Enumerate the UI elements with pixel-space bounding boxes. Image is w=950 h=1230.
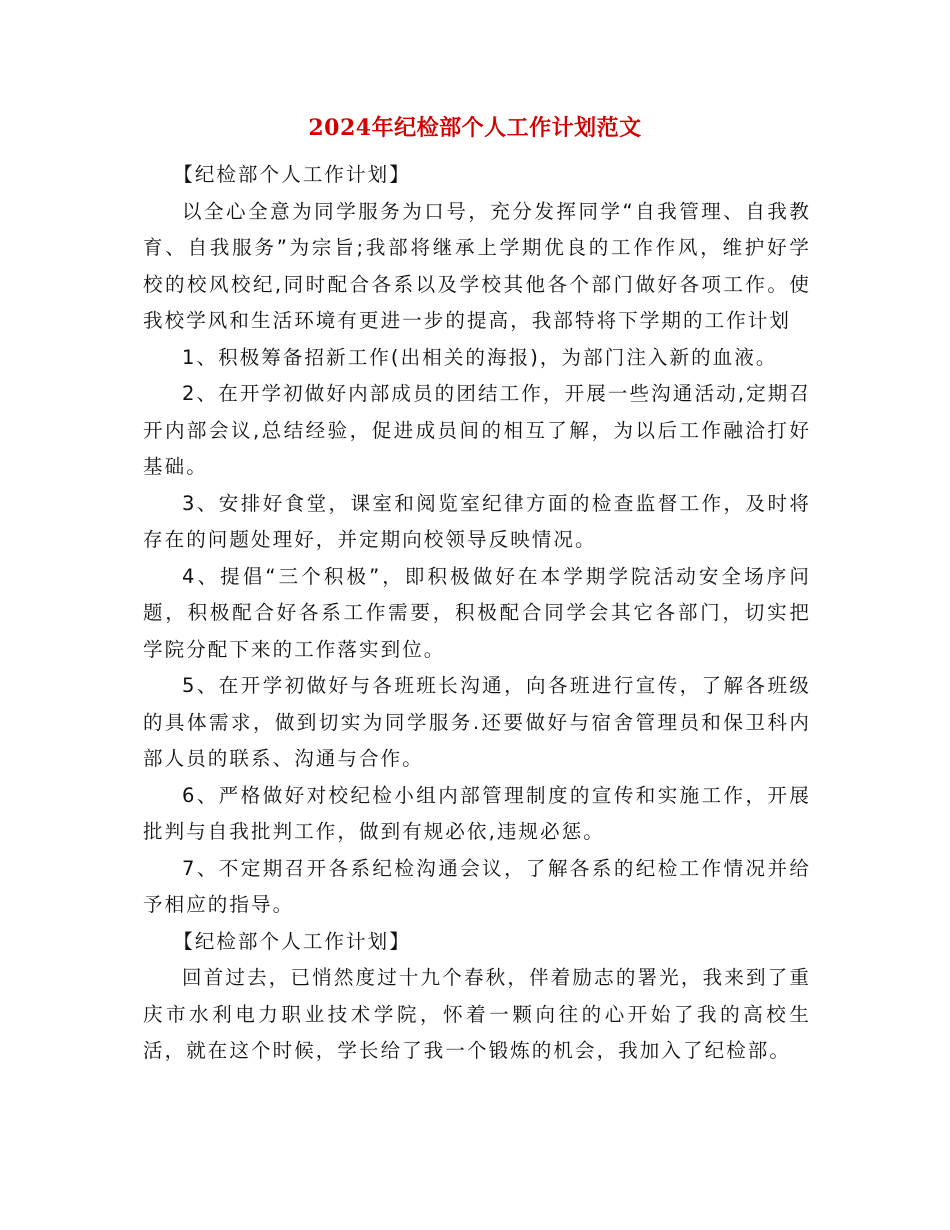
list-item: 2、在开学初做好内部成员的团结工作，开展一些沟通活动,定期召开内部会议,总结经验，促进成员间的相互了解，为以后工作融洽打好基础。 bbox=[143, 382, 811, 478]
paragraph: 以全心全意为同学服务为口号，充分发挥同学“自我管理、自我教育、自我服务”为宗旨;我部将继承上学期优良的工作作风，维护好学校的校风校纪,同时配合各系以及学校其他各个部门做好各项工作。使我校学风和生活环境有更进一步的提高，我部特将下学期的工作计划 bbox=[143, 199, 811, 332]
section-heading: 【纪检部个人工作计划】 bbox=[173, 929, 411, 953]
list-item: 4、提倡“三个积极”，即积极做好在本学期学院活动安全场序问题，积极配合好各系工作需要，积极配合同学会其它各部门，切实把学院分配下来的工作落实到位。 bbox=[143, 564, 811, 661]
list-item: 3、安排好食堂，课室和阅览室纪律方面的检查监督工作，及时将存在的问题处理好，并定期向校领导反映情况。 bbox=[143, 491, 811, 551]
document-title: 2024年纪检部个人工作计划范文 bbox=[308, 115, 642, 141]
list-item: 7、不定期召开各系纪检沟通会议，了解各系的纪检工作情况并给予相应的指导。 bbox=[143, 856, 811, 916]
document-body bbox=[143, 157, 811, 1070]
list-item: 6、严格做好对校纪检小组内部管理制度的宣传和实施工作，开展批判与自我批判工作，做到有规必依,违规必惩。 bbox=[143, 783, 811, 843]
section-heading: 【纪检部个人工作计划】 bbox=[173, 163, 411, 186]
paragraph: 回首过去，已悄然度过十九个春秋，伴着励志的署光，我来到了重庆市水利电力职业技术学院，怀着一颗向往的心开始了我的高校生活，就在这个时候，学长给了我一个锻炼的机会，我加入了纪检部。 bbox=[143, 966, 811, 1062]
list-item: 1、积极筹备招新工作(出相关的海报)，为部门注入新的血液。 bbox=[182, 345, 778, 369]
list-item: 5、在开学初做好与各班班长沟通，向各班进行宣传，了解各班级的具体需求，做到切实为同学服务.还要做好与宿舍管理员和保卫科内部人员的联系、沟通与合作。 bbox=[143, 674, 811, 770]
